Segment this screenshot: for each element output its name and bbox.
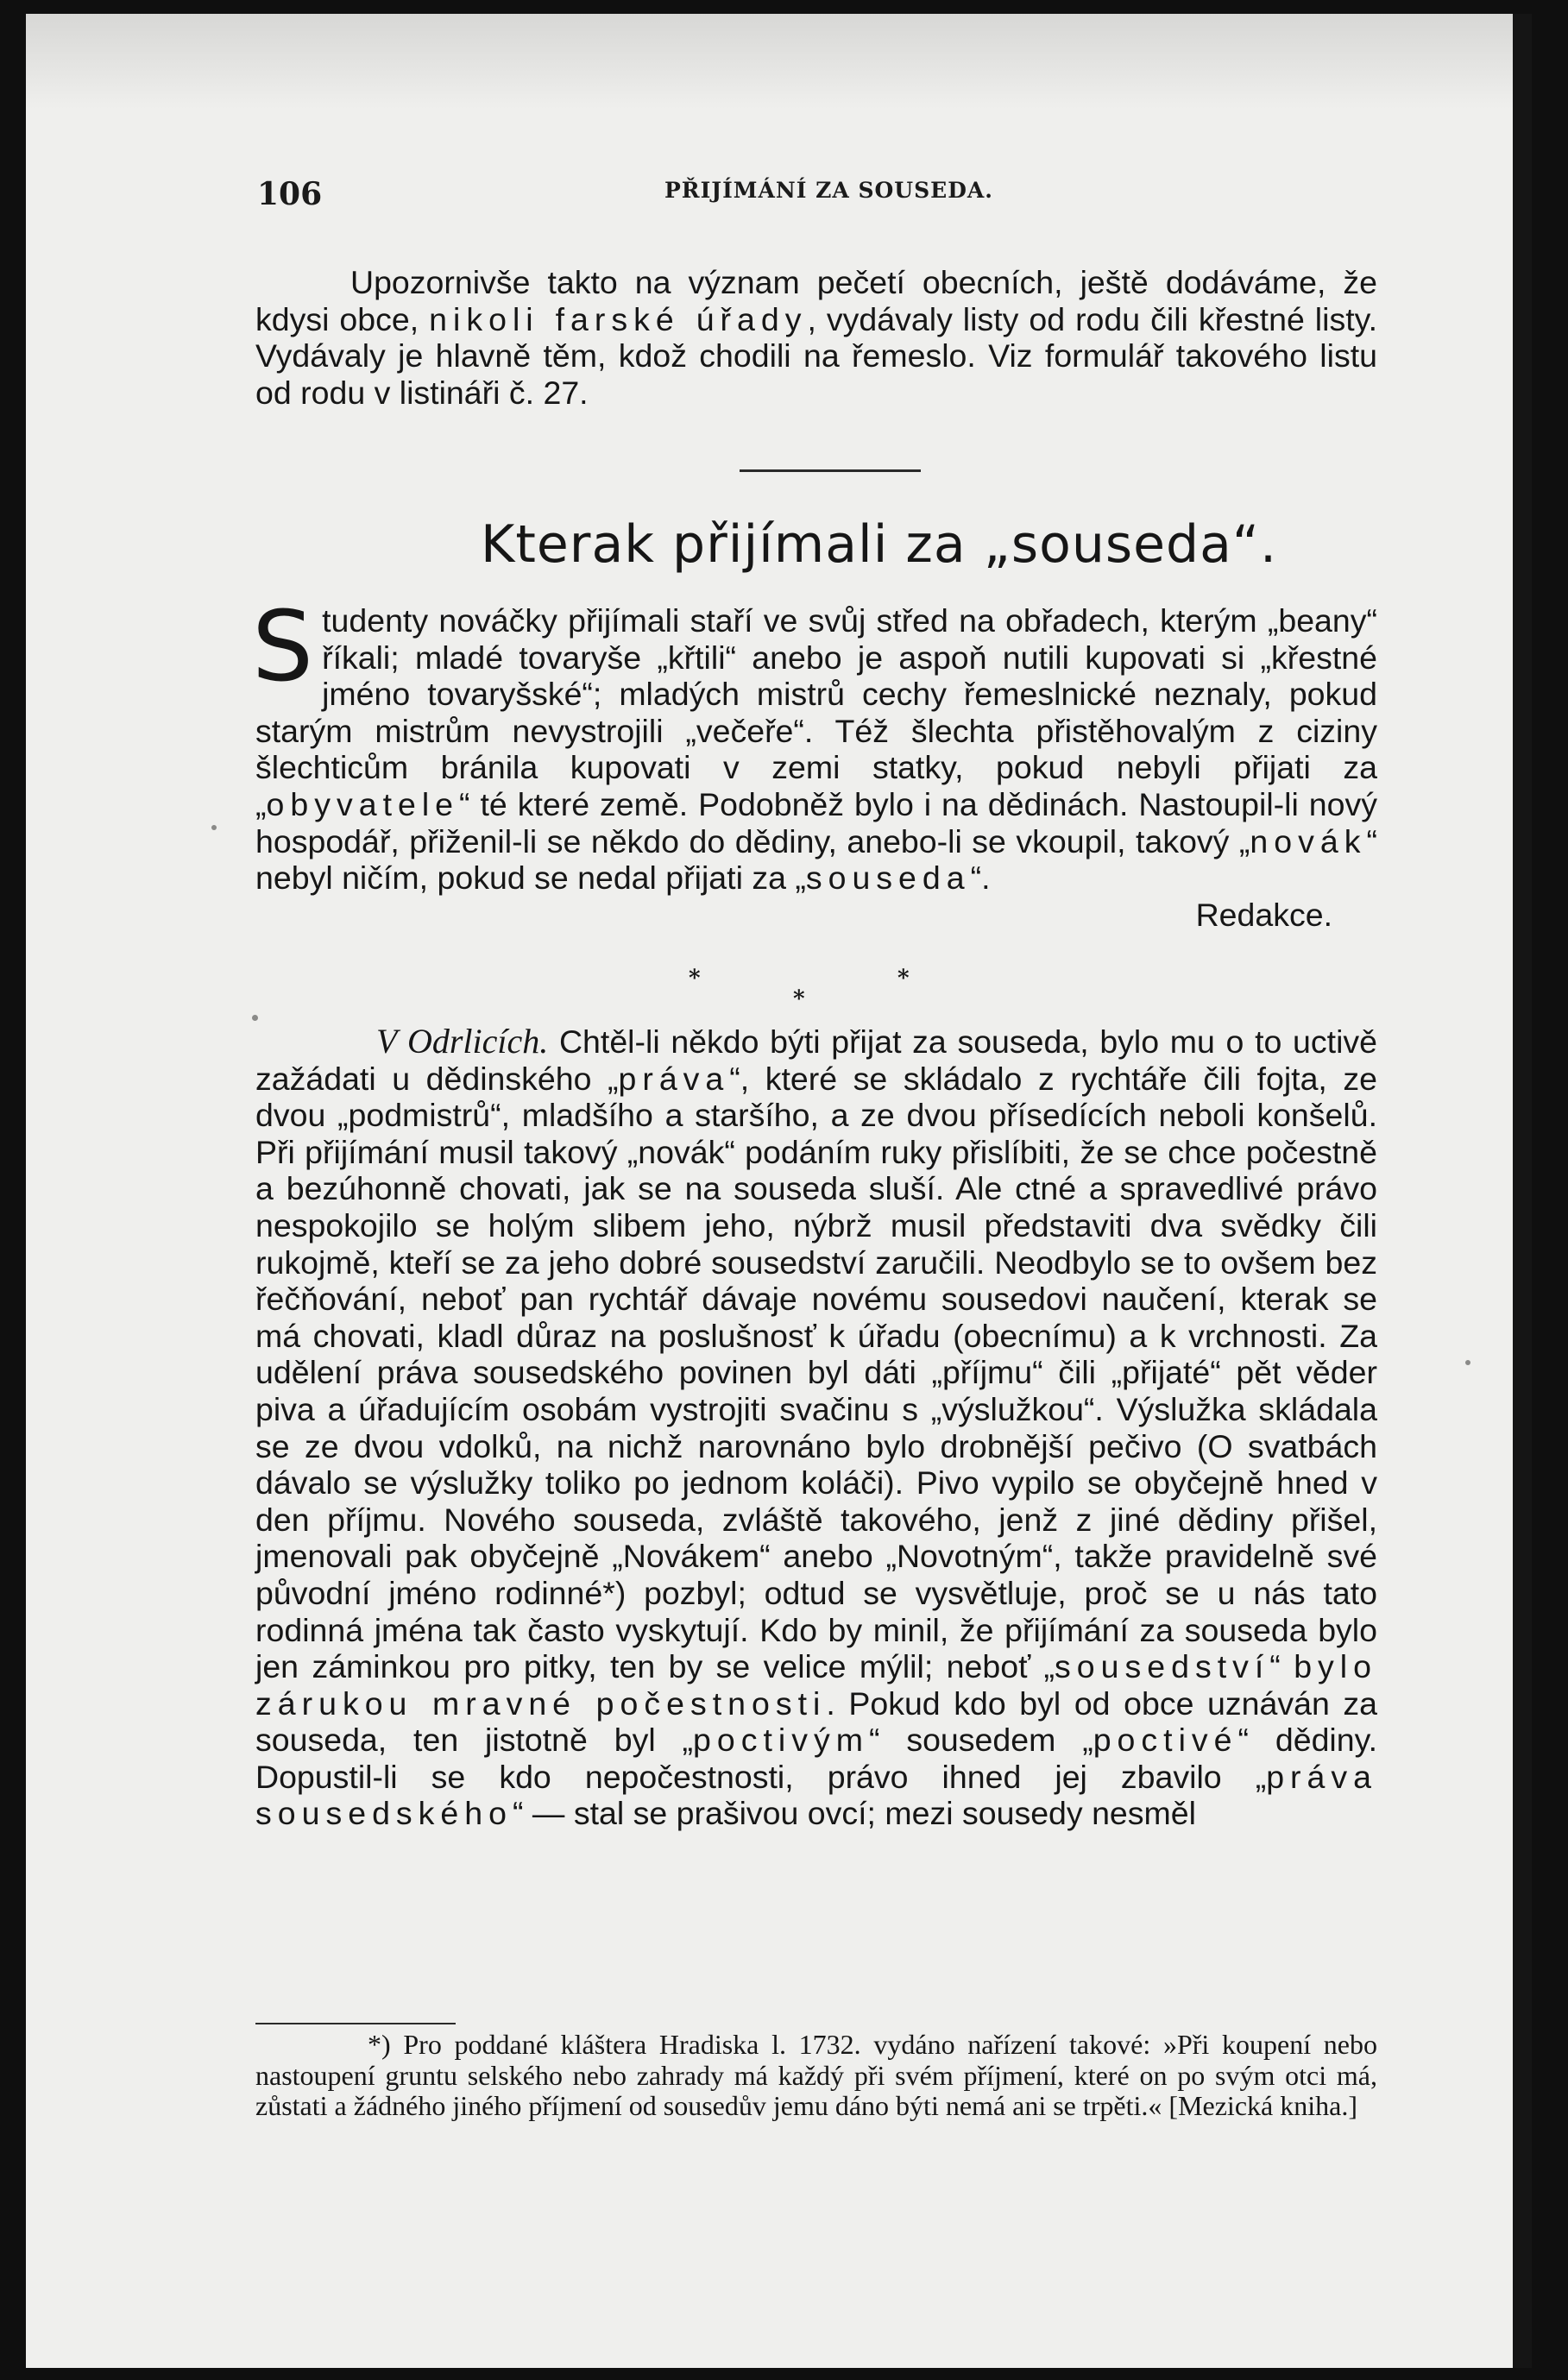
section-title: Kterak přijímali za „souseda“. [481, 514, 1278, 575]
editorial-text-part: “. [970, 859, 991, 897]
intro-text [255, 264, 1377, 411]
story-text-part: “, které se skládalo z rychtáře čili fojta, ze dvou „podmistrů“, mladšího a staršího, a ze dvou přísedících neboli konšelů. Při přijímání musil takový „novák“ podáním ruky přislíbiti, že se chce počestně a bezúhonně chovati, jak se na souseda sluší. Ale ctné a spravedlivé právo nespokojilo se holým slibem jeho, nýbrž musil představiti dva svědky čili rukojmě, kteří se za jeho dobré sousedství zaručili. Neodbylo se to ovšem bez řečňování, neboť pan rychtář dávaje novému sousedovi naučení, kterak se má chovati, kladl důraz na poslušnosť k úřadu (obecnímu) a k vrchnosti. Za udělení práva sousedského povinen byl dáti „příjmu“ čili „přijaté“ pět věder piva a úřadujícím osobám vystrojiti svačinu s „výslužkou“. Výslužka skládala se ze dvou vdolků, na nichž narovnáno bylo drobnější pečivo (O svatbách dávalo se výslužky toliko po jednom koláči). Pivo vypilo se obyčejně hned v den příjmu. Nového souseda, zvláště takového, jenž z jiné dědiny přišel, jmenovali pak obyčejně „Novákem“ anebo „Novotným“, takže pravidelně své původní jméno rodinné*) pozbyl; odtud se vysvětluje, proč se u nás tato rodinná jména tak často vyskytují. Kdo by minil, že přijímání za souseda bylo jen záminkou pro pitky, ten by se velice mýlil; neboť „ [255, 1060, 1377, 1685]
spaced-emphasis: obyvatele [266, 785, 460, 822]
spaced-emphasis: bylo zárukou mravné počestnosti [255, 1648, 1377, 1722]
drop-cap: S [252, 591, 314, 703]
section-divider [740, 469, 921, 472]
story-text-part: “ sousedem „ [868, 1722, 1093, 1759]
dust-speck [1465, 1360, 1470, 1365]
story-text-part: . Pokud kdo byl od obce uznáván za souseda, ten jistotně byl „ [255, 1684, 1377, 1759]
editorial-text-part: “ té které země. Podobněž bylo i na dědinách. Nastoupil-li nový hospodář, přiženil-li se někdo do dědiny, anebo-li se vkoupil, takový „ [255, 785, 1377, 859]
editorial-text [252, 591, 1377, 897]
intro-text-part: , vydávaly listy od rodu čili křestné listy. Vydávaly je hlavně těm, kdož chodili na řemeslo. Viz formulář takového listu od rodu v listináři č. 27. [255, 300, 1378, 411]
separator-asterisk: * [793, 986, 805, 1012]
intro-paragraph [255, 264, 1377, 411]
story-paragraph [255, 1023, 1377, 1832]
story-text-part: “ [1269, 1648, 1294, 1685]
editorial-text-part: tudenty nováčky přijímali staří ve svůj střed na obřadech, kterým „beany“ říkali; mladé tovaryše „křtili“ anebo je aspoň nutili kupovati si „křestné jméno tovaryšské“; mladých mistrů cechy řemeslnické neznaly, pokud starým mistrům nevystrojili „večeře“. Též šlechta přistěhovalým z ciziny šlechticům bránila kupovati v zemi statky, pokud nebyli přijati za „ [255, 602, 1377, 822]
intro-text-part: Upozornivše takto na význam pečetí obecních, ještě dodáváme, že kdysi obce, [255, 264, 1377, 337]
running-title: PŘIJÍMÁNÍ ZA SOUSEDA. [664, 178, 993, 203]
spaced-emphasis: souseda [805, 859, 971, 897]
editorial-paragraph [252, 591, 1377, 933]
place-name: V Odrlicích. [376, 1022, 549, 1061]
separator-asterisk: * [689, 966, 701, 992]
editorial-signature: Redakce. [1195, 896, 1332, 933]
spaced-emphasis: poctivým [693, 1722, 869, 1759]
spaced-emphasis: poctivé [1093, 1722, 1238, 1759]
story-text-part: “ dědiny. Dopustil-li se kdo nepočestnosti, právo ihned jej zbavilo „ [255, 1722, 1378, 1795]
spaced-emphasis: práva [618, 1060, 730, 1097]
scanned-page [26, 14, 1532, 2368]
spaced-emphasis: sousedství [1055, 1648, 1270, 1685]
story-text-part: Chtěl-li někdo býti přijat za souseda, bylo mu o to uctivě zažádati u dědinského „ [255, 1023, 1378, 1097]
story-text-part: “ — stal se prašivou ovcí; mezi sousedy nesměl [513, 1795, 1196, 1832]
story-text [255, 1023, 1377, 1832]
footnote-divider [255, 2023, 456, 2024]
spaced-emphasis: nikoli farské úřady [429, 300, 808, 337]
spaced-emphasis: novák [1250, 822, 1367, 859]
footnote-text: *) Pro poddané kláštera Hradiska l. 1732. vydáno nařízení takové: »Při koupení nebo nastoupení gruntu selského nebo zahrady má každý při svém příjmení, které on po svým otci má, zůstati a žádného jiného příjmení od sousedův jemu dáno býti nemá ani se trpěti.« [Mezická kniha.] [255, 2029, 1377, 2121]
footnote [255, 2030, 1377, 2122]
dust-speck [211, 825, 217, 830]
page-edge-shadow [1513, 14, 1532, 2368]
dust-speck [252, 1015, 258, 1021]
spaced-emphasis: práva sousedského [255, 1758, 1377, 1832]
separator-asterisk: * [897, 966, 910, 992]
editorial-text-part: “ nebyl ničím, pokud se nedal přijati za „ [255, 822, 1377, 897]
page-number: 106 [257, 176, 323, 212]
